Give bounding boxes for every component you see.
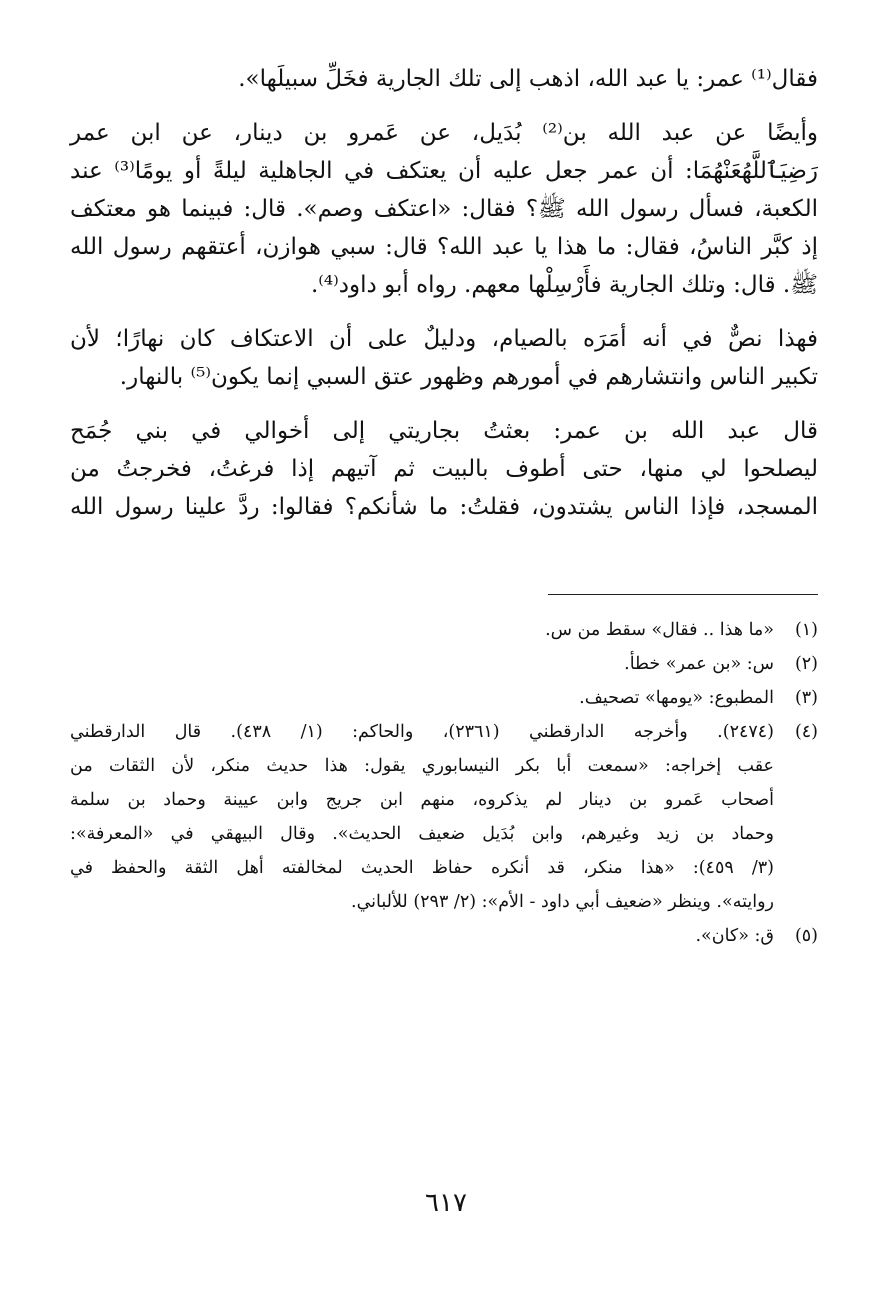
- text-line: فقال⁽¹⁾ عمر: يا عبد الله، اذهب إلى تلك الجارية فخَلِّ سبيلَها».: [238, 66, 818, 92]
- footnote-text: المطبوع: «يومها» تصحيف.: [579, 688, 774, 708]
- text-line: المسجد، فإذا الناس يشتدون، فقلتُ: ما شأنكم؟ فقالوا: ردَّ علينا رسول الله: [70, 494, 818, 520]
- text-line: فهذا نصٌّ في أنه أمَرَه بالصيام، ودليلٌ على أن الاعتكاف كان نهارًا؛ لأن: [70, 326, 818, 352]
- footnotes: [70, 613, 818, 953]
- text-line: إذ كبَّر الناسُ، فقال: ما هذا يا عبد الله؟ قال: سبي هوازن، أعتقهم رسول الله: [70, 234, 818, 260]
- footnote-number: (٢): [794, 654, 818, 674]
- text-line: قال عبد الله بن عمر: بعثتُ بجاريتي إلى أخوالي في بني جُمَح: [70, 418, 818, 444]
- page-content: [70, 60, 818, 953]
- footnote: [70, 919, 818, 953]
- footnote-line: (٣/ ٤٥٩): «هذا منكر، قد أنكره حفاظ الحديث لمخالفته أهل الثقة والحفظ في: [70, 858, 774, 878]
- footnote-line: أصحاب عَمرو بن دينار لم يذكروه، منهم ابن جريج وابن عيينة وحماد بن سلمة: [70, 790, 774, 810]
- footnote-number: (٣): [794, 688, 818, 708]
- footnote-text: س: «بن عمر» خطأ.: [624, 654, 774, 674]
- text-line: رَضِيَٱللَّهُعَنْهُمَا: أن عمر جعل عليه أن يعتكف في الجاهلية ليلةً أو يومًا⁽³⁾ عند: [70, 158, 818, 184]
- text-line: ﷺ. قال: وتلك الجارية فأَرْسِلْها معهم. رواه أبو داود⁽⁴⁾.: [310, 272, 818, 298]
- main-text: [70, 60, 818, 526]
- text-line: الكعبة، فسأل رسول الله ﷺ؟ فقال: «اعتكف وصم». قال: فبينما هو معتكف: [70, 196, 818, 222]
- footnote-text: (٢٤٧٤). وأخرجه الدارقطني (٢٣٦١)، والحاكم: (١/ ٤٣٨). قال الدارقطني: [70, 722, 774, 742]
- footnote: [70, 715, 818, 919]
- text-line: تكبير الناس وانتشارهم في أمورهم وظهور عتق السبي إنما يكون⁽⁵⁾ بالنهار.: [119, 364, 818, 390]
- footnote-line: عقب إخراجه: «سمعت أبا بكر النيسابوري يقول: هذا حديث منكر، لأن الثقات من: [70, 756, 774, 776]
- footnote-text: ق: «كان».: [695, 926, 774, 946]
- footnote-number: (١): [794, 620, 818, 640]
- footnote-number: (٥): [794, 926, 818, 946]
- footnote-first-line: [70, 715, 818, 749]
- footnote-line: وحماد بن زيد وغيرهم، وابن بُدَيل ضعيف الحديث». وقال البيهقي في «المعرفة»:: [70, 824, 774, 844]
- footnote-line: روايته». وينظر «ضعيف أبي داود - الأم»: (٢/ ٢٩٣) للألباني.: [351, 892, 774, 912]
- text-line: وأيضًا عن عبد الله بن⁽²⁾ بُدَيل، عن عَمرو بن دينار، عن ابن عمر: [70, 120, 818, 146]
- page-number: ٦١٧: [425, 1188, 467, 1218]
- footnote: [70, 613, 818, 647]
- footnote: [70, 647, 818, 681]
- footnote-separator: [548, 594, 818, 595]
- footnote-number: (٤): [794, 722, 818, 742]
- footnote: [70, 681, 818, 715]
- text-line: ليصلحوا لي منها، حتى أطوف بالبيت ثم آتيهم إذا فرغتُ، فخرجتُ من: [70, 456, 818, 482]
- footnote-text: «ما هذا .. فقال» سقط من س.: [545, 620, 774, 640]
